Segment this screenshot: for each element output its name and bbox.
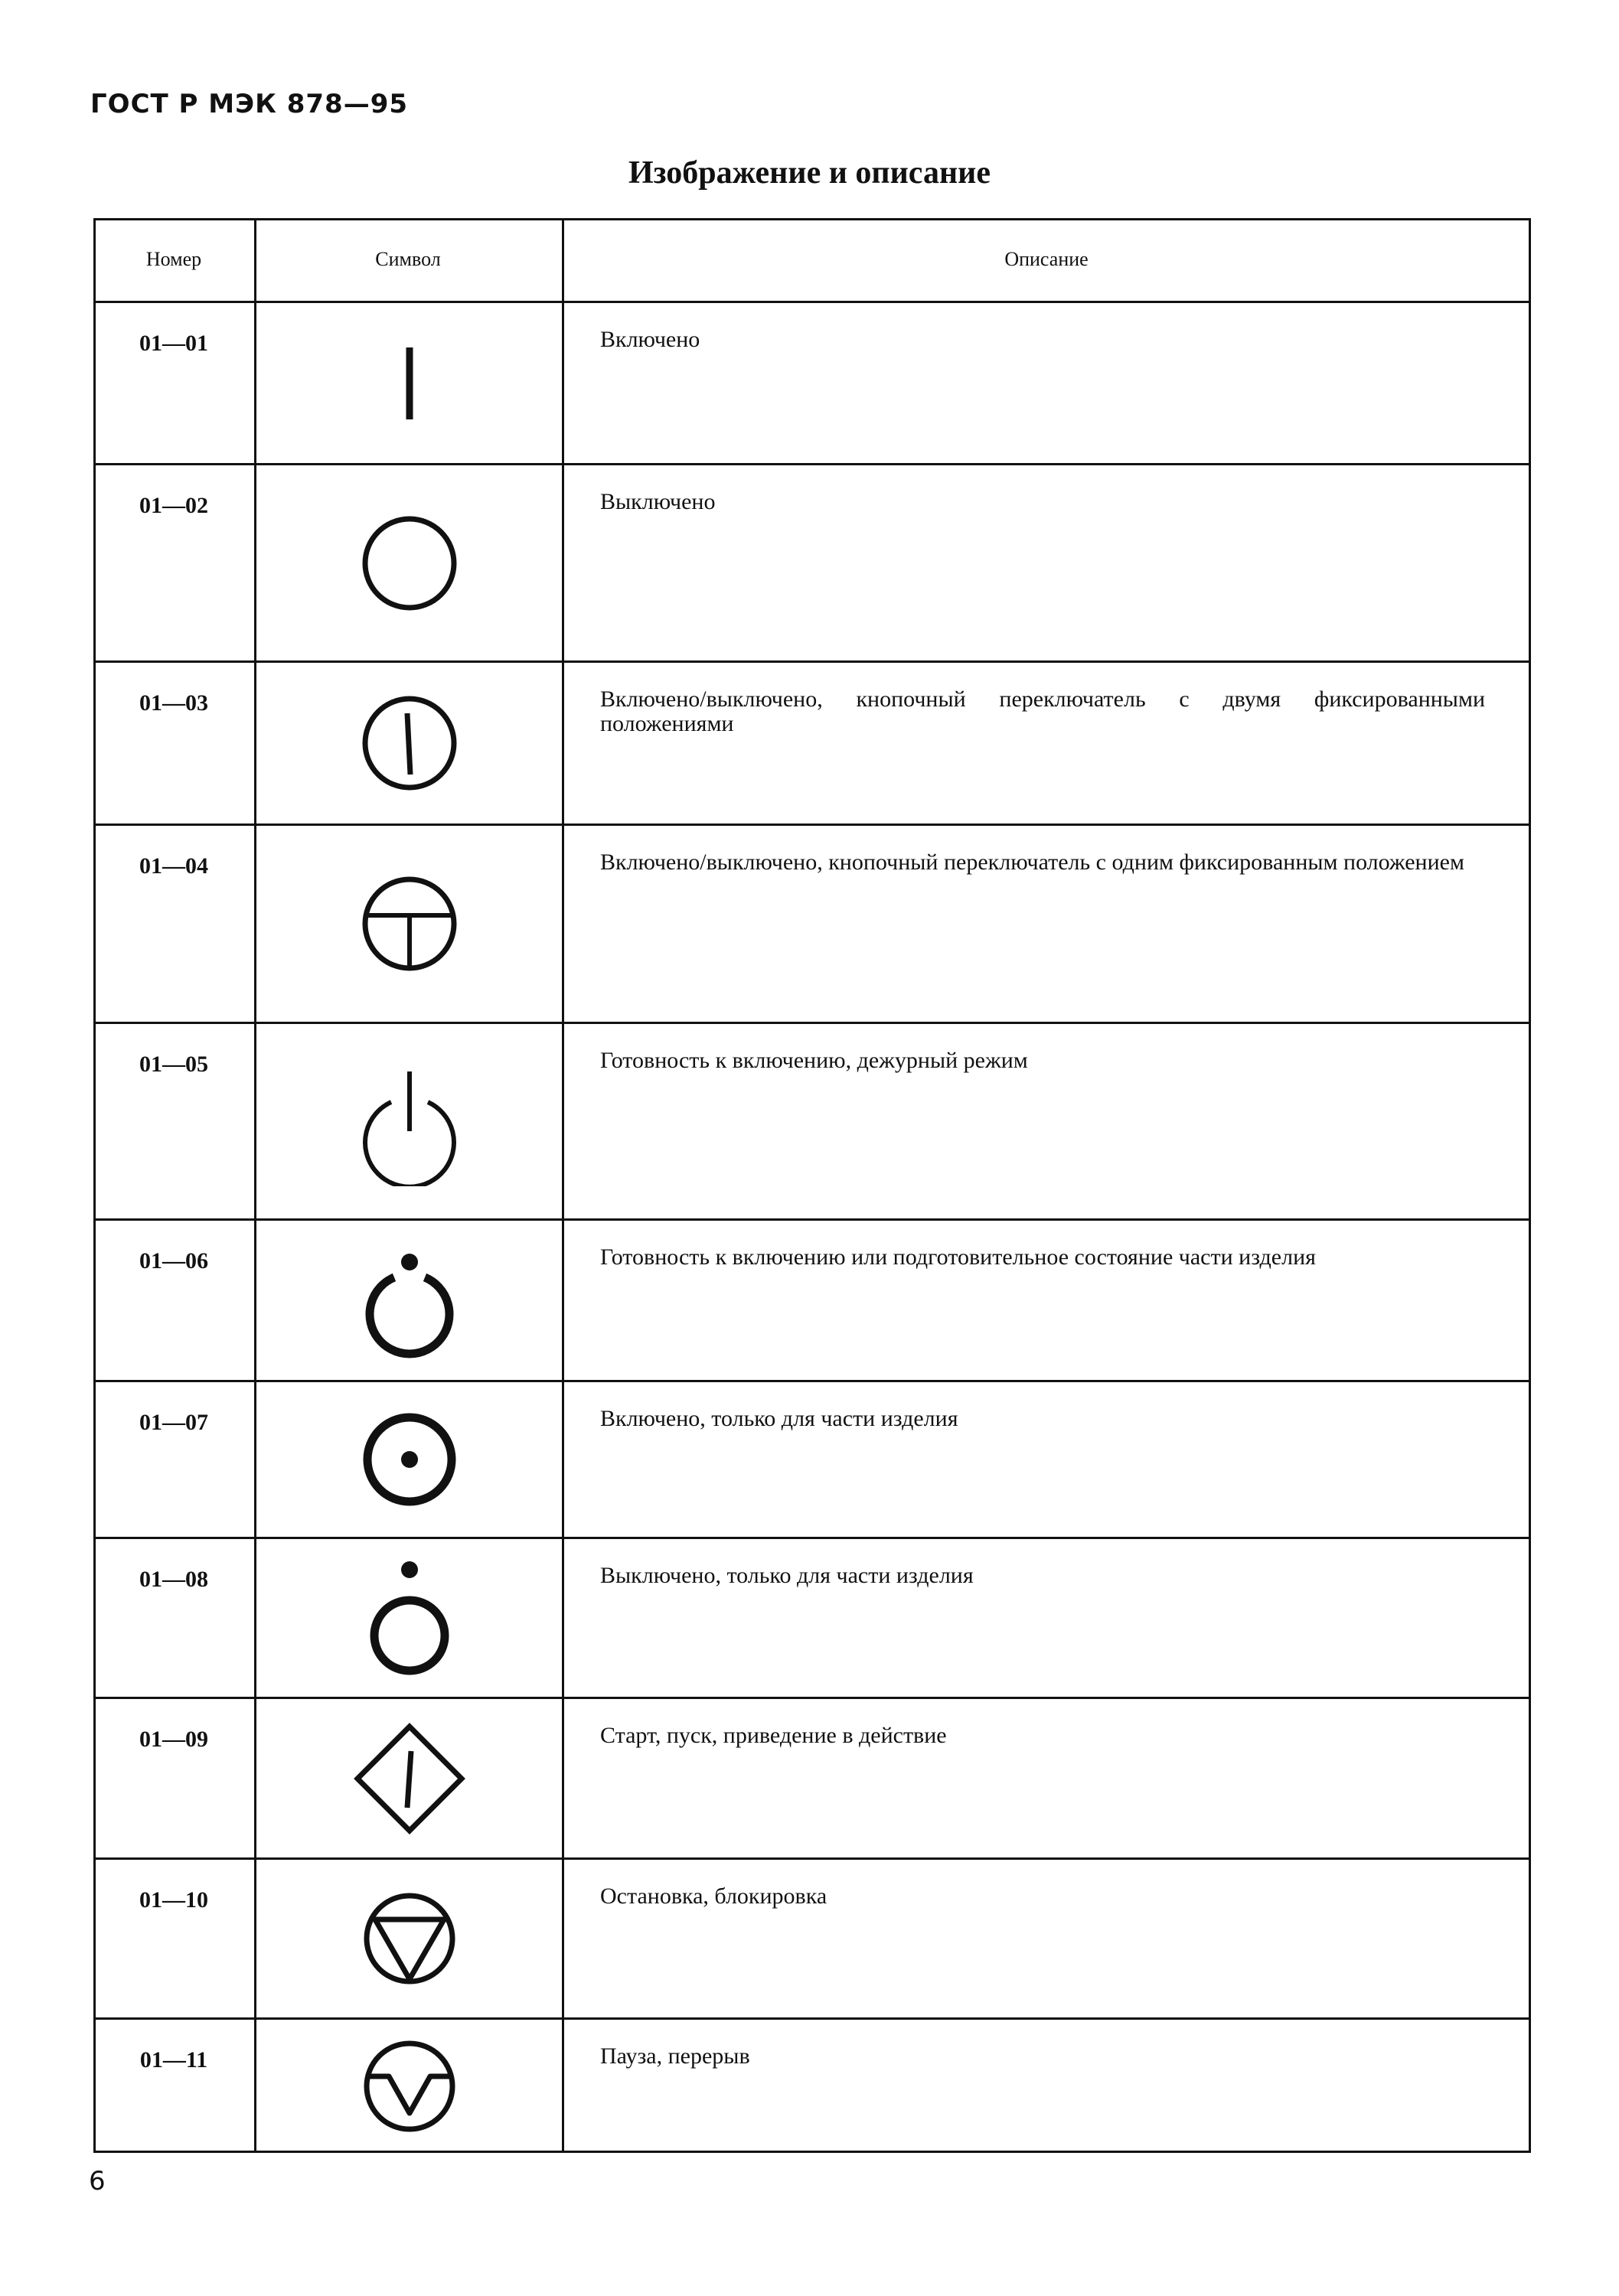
start-diamond-icon bbox=[348, 1717, 471, 1840]
table-row bbox=[93, 663, 1531, 826]
pause-icon bbox=[352, 2029, 467, 2144]
symbol-number: 01—10 bbox=[139, 1887, 208, 1913]
table-row bbox=[93, 1221, 1531, 1382]
symbol-cell bbox=[256, 465, 562, 660]
symbol-number: 01—06 bbox=[139, 1248, 208, 1274]
symbol-cell bbox=[256, 826, 562, 1022]
standard-designation: ГОСТ Р МЭК 878—95 bbox=[90, 89, 409, 119]
symbol-number: 01—02 bbox=[139, 493, 208, 518]
table-row bbox=[93, 303, 1531, 465]
column-header-symbol: Символ bbox=[375, 248, 441, 270]
part-off-icon bbox=[356, 1553, 463, 1683]
symbol-cell bbox=[256, 1024, 562, 1218]
table-row bbox=[93, 1024, 1531, 1221]
symbol-description: Включено/выключено, кнопочный переключатель с одним фиксированным положением bbox=[600, 850, 1464, 875]
symbol-number: 01—09 bbox=[139, 1727, 208, 1752]
symbol-description: Выключено bbox=[600, 489, 716, 514]
table-row bbox=[93, 826, 1531, 1024]
symbol-number: 01—08 bbox=[139, 1567, 208, 1592]
table-header-row bbox=[93, 218, 1531, 303]
part-standby-icon bbox=[352, 1239, 467, 1362]
symbol-description: Готовность к включению, дежурный режим bbox=[600, 1048, 1028, 1073]
column-header-description: Описание bbox=[1004, 248, 1089, 270]
part-on-icon bbox=[352, 1402, 467, 1517]
symbol-cell bbox=[256, 2020, 562, 2153]
symbol-cell bbox=[256, 663, 562, 823]
page-number: 6 bbox=[89, 2166, 106, 2197]
symbol-description: Старт, пуск, приведение в действие bbox=[600, 1723, 947, 1748]
symbol-cell bbox=[256, 303, 562, 463]
symbol-description: Включено/выключено, кнопочный переключатель с двумя фиксированными положениями bbox=[600, 687, 1485, 736]
table-row bbox=[93, 1382, 1531, 1539]
off-circle-icon bbox=[352, 506, 467, 621]
symbol-number: 01—07 bbox=[139, 1410, 208, 1435]
symbol-cell bbox=[256, 1539, 562, 1697]
stop-triangle-icon bbox=[352, 1881, 467, 1996]
column-header-number: Номер bbox=[145, 248, 202, 270]
symbol-description: Пауза, перерыв bbox=[600, 2043, 750, 2069]
symbol-number: 01—05 bbox=[139, 1052, 208, 1077]
symbol-cell bbox=[256, 1860, 562, 2017]
symbol-description: Включено bbox=[600, 327, 700, 352]
symbol-description: Готовность к включению или подготовительное состояние части изделия bbox=[600, 1244, 1316, 1270]
symbol-number: 01—04 bbox=[139, 853, 208, 879]
table-row bbox=[93, 2020, 1531, 2153]
table-row bbox=[93, 465, 1531, 663]
table-row bbox=[93, 1860, 1531, 2020]
symbol-number: 01—11 bbox=[139, 2047, 208, 2073]
on-off-push-button-icon bbox=[352, 866, 467, 981]
page-title: Изображение и описание bbox=[628, 155, 991, 191]
symbol-number: 01—01 bbox=[139, 331, 208, 356]
symbol-table bbox=[93, 218, 1531, 2153]
symbol-cell bbox=[256, 1382, 562, 1537]
symbol-description: Выключено, только для части изделия bbox=[600, 1563, 974, 1588]
symbol-description: Включено, только для части изделия bbox=[600, 1406, 958, 1431]
symbol-cell bbox=[256, 1699, 562, 1857]
table-row bbox=[93, 1699, 1531, 1860]
table-row bbox=[93, 1539, 1531, 1699]
symbol-number: 01—03 bbox=[139, 690, 208, 716]
symbol-description: Остановка, блокировка bbox=[600, 1883, 827, 1909]
symbol-cell bbox=[256, 1221, 562, 1380]
push-on-push-off-icon bbox=[352, 686, 467, 801]
standby-power-icon bbox=[348, 1056, 471, 1186]
on-line-icon bbox=[364, 334, 455, 433]
